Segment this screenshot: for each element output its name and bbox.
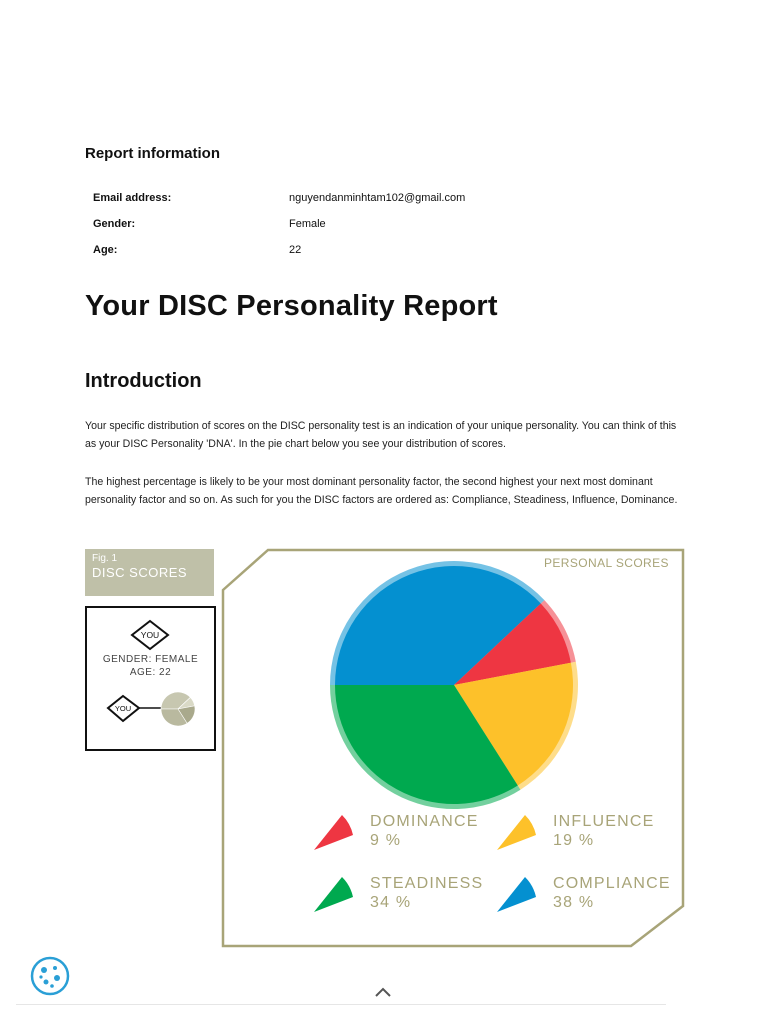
legend-age: AGE: 22 (129, 667, 172, 678)
legend-swatch-dominance-icon (312, 813, 356, 853)
legend-gender: GENDER: FEMALE (102, 654, 199, 665)
legend-percent: 34 % (370, 894, 412, 911)
legend-swatch-steadiness-icon (312, 875, 356, 915)
email-value: nguyendanminhtam102@gmail.com (289, 192, 466, 204)
bottom-divider (16, 1004, 666, 1005)
intro-paragraph-2: The highest percentage is likely to be your most dominant personality factor, the second highest your next most dominant personality factor and so on. As such for you the DISC factors are ordered as: Compliance, Steadiness, Influence, Dominance. (85, 476, 678, 506)
figure-number: Fig. 1 (92, 553, 118, 564)
personal-scores-label: PERSONAL SCORES (544, 556, 669, 570)
figure-caption (85, 549, 214, 596)
cookie-icon[interactable] (30, 956, 70, 996)
legend-name: STEADINESS (370, 875, 484, 892)
figure-legend (85, 606, 216, 751)
legend-name: INFLUENCE (553, 813, 655, 830)
page-title: Your DISC Personality Report (85, 290, 498, 322)
you-marker-label: YOU (114, 704, 132, 713)
gender-label: Gender: (93, 218, 136, 230)
legend-percent: 38 % (553, 894, 595, 911)
you-diamond-label: YOU (140, 630, 160, 640)
legend-graphic (87, 608, 214, 749)
mini-pie-icon (161, 692, 195, 726)
intro-heading: Introduction (85, 370, 202, 392)
info-row-gender (93, 218, 693, 234)
gender-value: Female (289, 218, 326, 230)
info-row-age (93, 244, 693, 260)
age-label: Age: (93, 244, 118, 256)
report-info-heading: Report information (85, 145, 220, 162)
legend-percent: 9 % (370, 832, 402, 849)
legend-swatch-influence-icon (495, 813, 539, 853)
email-label: Email address: (93, 192, 172, 204)
legend-name: COMPLIANCE (553, 875, 671, 892)
pie-chart (330, 561, 578, 809)
chevron-up-icon[interactable] (374, 986, 392, 998)
legend-percent: 19 % (553, 832, 595, 849)
legend-swatch-compliance-icon (495, 875, 539, 915)
figure-title: DISC SCORES (92, 565, 188, 580)
info-row-email (93, 192, 693, 208)
intro-paragraph-1: Your specific distribution of scores on the DISC personality test is an indication of your unique personality. You can think of this as your DISC Personality 'DNA'. In the pie chart below you see your distribution of scores. (85, 420, 677, 450)
age-value: 22 (289, 244, 302, 256)
legend-name: DOMINANCE (370, 813, 479, 830)
